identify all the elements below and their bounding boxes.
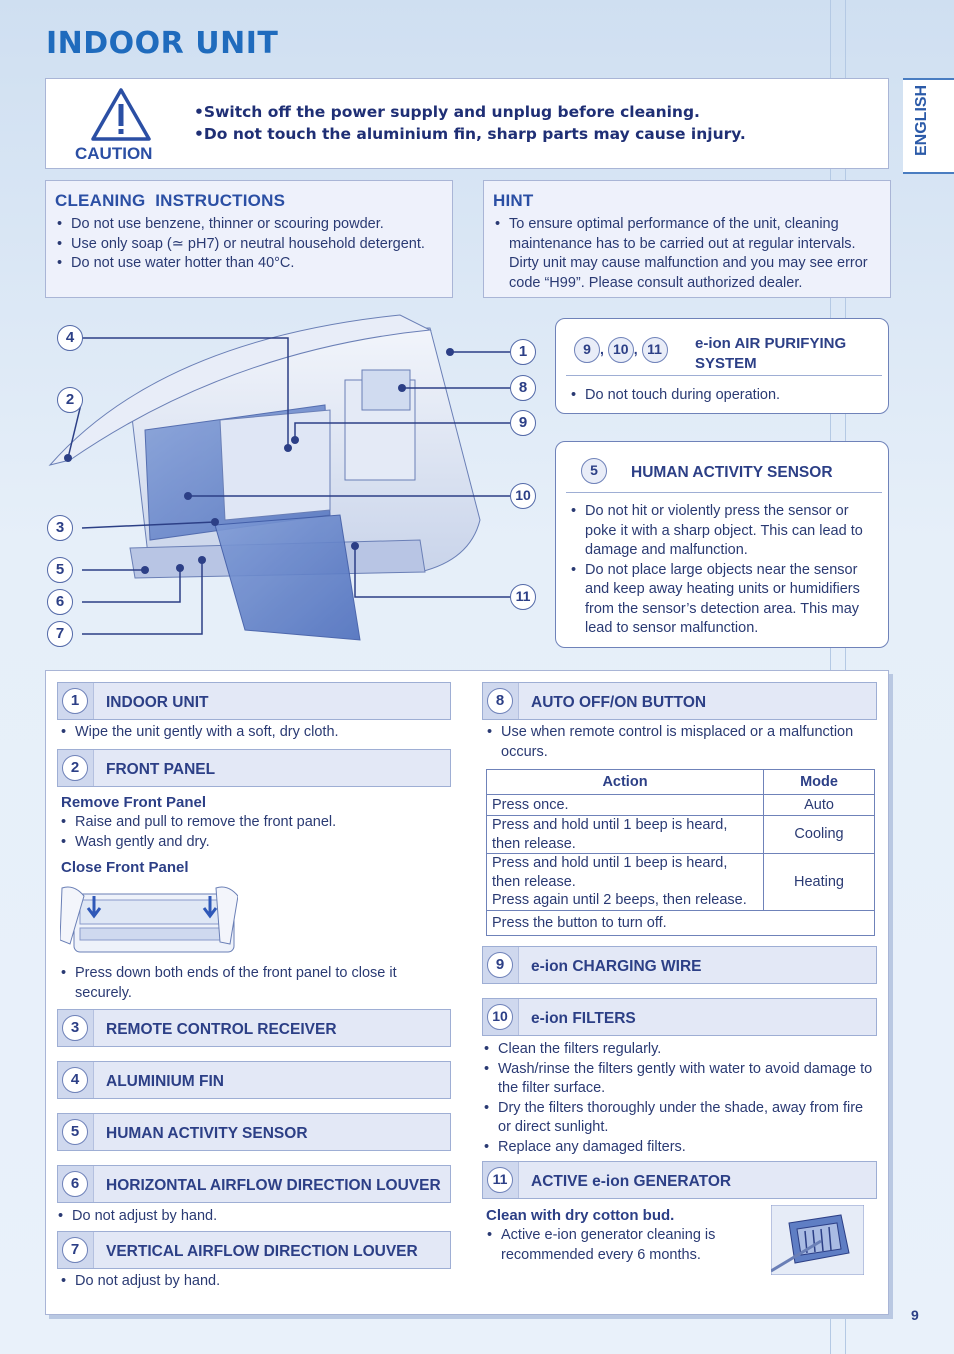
hint-title: HINT — [493, 191, 534, 210]
callout-3: 3 — [47, 515, 73, 541]
num-badge: 9 — [487, 952, 513, 978]
list-item: • Do not touch during operation. — [569, 386, 780, 406]
section-label: HORIZONTAL AIRFLOW DIRECTION LOUVER — [106, 1177, 441, 1194]
air-conditioner-illustration — [40, 310, 550, 660]
caution-line-1: •Switch off the power supply and unplug before cleaning. — [194, 103, 700, 121]
caution-box — [45, 78, 889, 169]
callout-11: 11 — [510, 584, 536, 610]
list-item: • Do not adjust by hand. — [56, 1207, 217, 1227]
cell-line: Press again until 2 beeps, then release. — [492, 892, 747, 909]
list-item: • Press down both ends of the front panel to close it securely. — [59, 964, 439, 1003]
section-5-bar — [57, 1113, 451, 1151]
list-item: • Do not hit or violently press the sensor or poke it with a sharp object. This can lead to damage and malfunction. — [569, 502, 879, 561]
section-9-bar — [482, 946, 877, 984]
warning-icon — [90, 87, 152, 143]
generator-clean-title: Clean with dry cotton bud. — [486, 1207, 675, 1224]
sensor-warning-box — [555, 441, 889, 648]
list-item: • Wipe the unit gently with a soft, dry cloth. — [59, 723, 339, 743]
callout-8: 8 — [510, 375, 536, 401]
auto-button-table — [486, 769, 875, 936]
section-3-bar — [57, 1009, 451, 1047]
callout-1: 1 — [510, 339, 536, 365]
num-badge: 7 — [62, 1237, 88, 1263]
num-badge: 9 — [574, 337, 600, 363]
num-badge: 1 — [62, 688, 88, 714]
indoor-unit-diagram — [40, 310, 550, 660]
language-label: ENGLISH — [913, 84, 930, 156]
table-cell: Cooling — [764, 816, 875, 854]
section-label: AUTO OFF/ON BUTTON — [531, 694, 707, 711]
section-label: INDOOR UNIT — [106, 694, 209, 711]
list-item: • Active e-ion generator cleaning is recommended every 6 months. — [485, 1226, 750, 1265]
list-item: • Clean the filters regularly. — [482, 1040, 874, 1060]
hint-box — [483, 180, 891, 298]
callout-2: 2 — [57, 387, 83, 413]
sensor-title: HUMAN ACTIVITY SENSOR — [631, 464, 833, 481]
section-label: ALUMINIUM FIN — [106, 1073, 224, 1090]
callout-4: 4 — [57, 325, 83, 351]
section-2-bar — [57, 749, 451, 787]
section-label: REMOTE CONTROL RECEIVER — [106, 1021, 337, 1038]
num-badge: 8 — [487, 688, 513, 714]
section-label: e-ion FILTERS — [531, 1010, 636, 1027]
eion-purifying-box — [555, 318, 889, 414]
callout-9: 9 — [510, 410, 536, 436]
cleaning-instructions-box — [45, 180, 453, 298]
list-item: • Do not use benzene, thinner or scouring powder. — [55, 215, 450, 235]
list-item: • Replace any damaged filters. — [482, 1138, 874, 1158]
list-item: • Raise and pull to remove the front panel. — [59, 813, 336, 833]
list-item: • Use when remote control is misplaced or a malfunction occurs. — [485, 723, 870, 762]
callout-5: 5 — [47, 557, 73, 583]
section-10-bar — [482, 998, 877, 1036]
close-panel-illustration — [60, 884, 238, 956]
section-6-bar — [57, 1165, 451, 1203]
cleaning-title: CLEANING INSTRUCTIONS — [55, 191, 286, 210]
cell-line: Press and hold until 1 beep is heard, then release. — [492, 855, 728, 890]
callout-7: 7 — [47, 621, 73, 647]
callout-10: 10 — [510, 483, 536, 509]
num-badge: 5 — [62, 1119, 88, 1145]
table-cell: Heating — [764, 854, 875, 911]
list-item: • Do not place large objects near the sensor and keep away heating units or humidifiers from the sensor’s detection area. This may lead to sensor malfunction. — [569, 561, 879, 639]
language-tab — [903, 78, 954, 174]
section-8-bar — [482, 682, 877, 720]
list-item: • Wash/rinse the filters gently with water to avoid damage to the filter surface. — [482, 1060, 874, 1099]
num-badge: 10 — [608, 337, 634, 363]
page-title: INDOOR UNIT — [46, 26, 279, 61]
section-label: HUMAN ACTIVITY SENSOR — [106, 1125, 308, 1142]
num-badge: 2 — [62, 755, 88, 781]
list-item: • Do not adjust by hand. — [59, 1272, 220, 1292]
caution-label: CAUTION — [75, 144, 153, 163]
num-badge: 5 — [581, 458, 607, 484]
table-cell: Press and hold until 1 beep is heard, then release. — [487, 816, 764, 854]
table-cell — [487, 854, 764, 911]
page-number: 9 — [911, 1307, 919, 1323]
list-item: • Use only soap (≃ pH7) or neutral household detergent. — [55, 235, 450, 255]
close-panel-title: Close Front Panel — [61, 859, 189, 876]
section-label: FRONT PANEL — [106, 761, 216, 778]
separator: , — [600, 341, 604, 357]
table-cell: Auto — [764, 795, 875, 816]
col-header: Mode — [764, 770, 875, 795]
num-badge: 4 — [62, 1067, 88, 1093]
section-4-bar — [57, 1061, 451, 1099]
table-cell: Press the button to turn off. — [487, 911, 875, 936]
caution-line-2: •Do not touch the aluminium fin, sharp parts may cause injury. — [194, 125, 746, 143]
list-item: • To ensure optimal performance of the unit, cleaning maintenance has to be carried out at regular intervals. Dirty unit may cause malfunction and you may see error code “H99”. Please consult authorized dealer. — [493, 215, 885, 293]
section-label: VERTICAL AIRFLOW DIRECTION LOUVER — [106, 1243, 418, 1260]
num-badge: 11 — [642, 337, 668, 363]
num-badge: 3 — [62, 1015, 88, 1041]
section-label: e-ion CHARGING WIRE — [531, 958, 702, 975]
list-item: • Dry the filters thoroughly under the shade, away from fire or direct sunlight. — [482, 1099, 874, 1138]
table-cell: Press once. — [487, 795, 764, 816]
eion-title: e-ion AIR PURIFYING SYSTEM — [695, 335, 847, 372]
section-1-bar — [57, 682, 451, 720]
num-badge: 6 — [62, 1171, 88, 1197]
list-item: • Do not use water hotter than 40°C. — [55, 254, 450, 274]
section-label: ACTIVE e-ion GENERATOR — [531, 1173, 732, 1190]
num-badge: 10 — [487, 1004, 513, 1030]
section-11-bar — [482, 1161, 877, 1199]
num-badge: 11 — [487, 1167, 513, 1193]
generator-illustration — [771, 1205, 864, 1275]
section-7-bar — [57, 1231, 451, 1269]
list-item: • Wash gently and dry. — [59, 833, 336, 853]
callout-6: 6 — [47, 589, 73, 615]
separator: , — [633, 341, 638, 357]
remove-panel-title: Remove Front Panel — [61, 794, 207, 811]
col-header: Action — [487, 770, 764, 795]
